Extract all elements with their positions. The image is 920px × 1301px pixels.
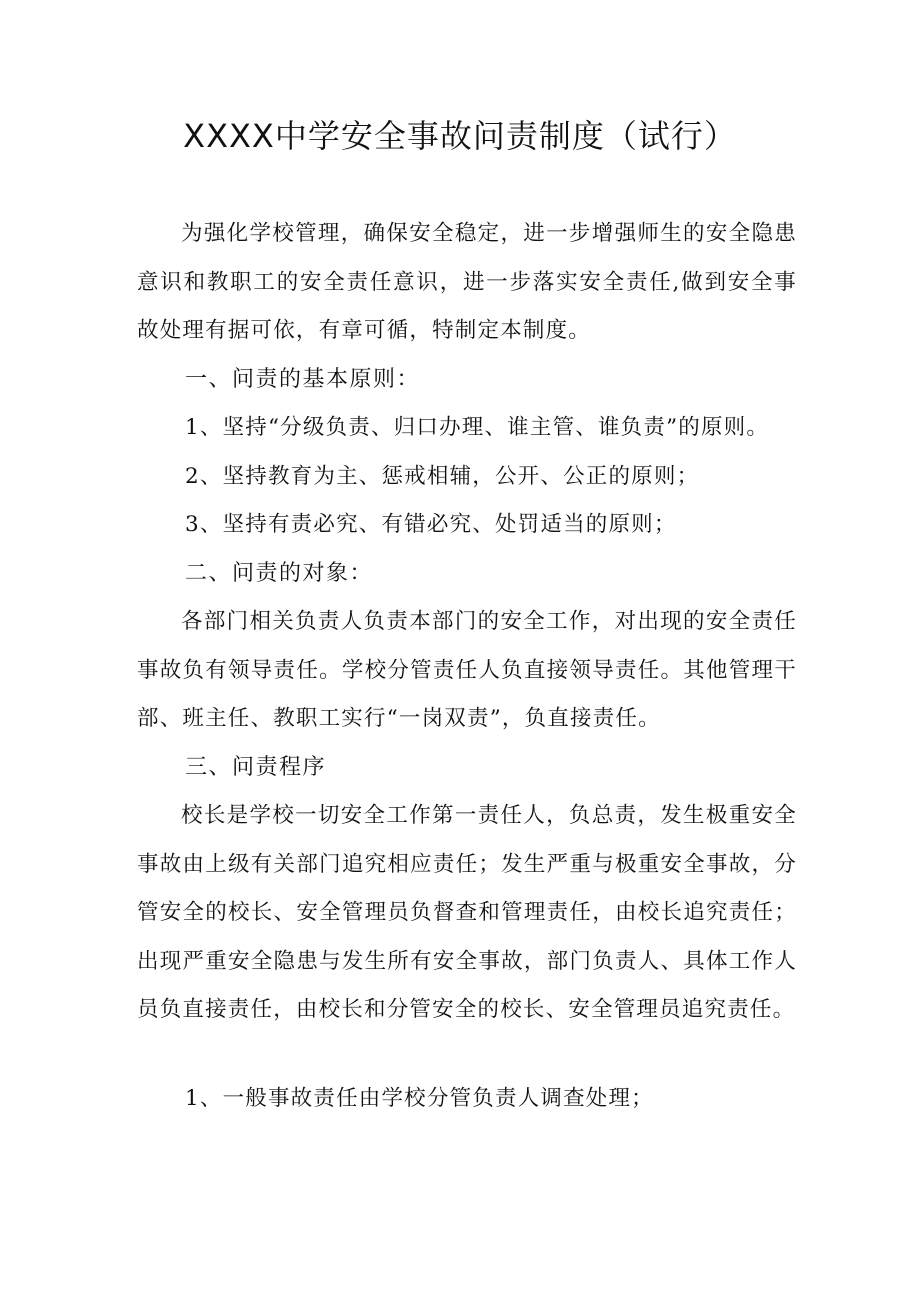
targets-paragraph: 各部门相关负责人负责本部门的安全工作，对出现的安全责任事故负有领导责任。学校分管责任人负直接领导责任。其他管理干部、班主任、教职工实行“一岗双责”，负直接责任。 (137, 609, 797, 731)
paragraph-gap (137, 1035, 797, 1075)
principle-item: 1、坚持“分级负责、归口办理、谁主管、谁负责”的原则。 (185, 415, 770, 440)
intro-paragraph: 为强化学校管理，确保安全稳定，进一步增强师生的安全隐患意识和教职工的安全责任意识，进一步落实安全责任,做到安全事故处理有据可依，有章可循，特制定本制度。 (137, 221, 797, 343)
document-body (137, 210, 797, 1123)
procedure-paragraph: 校长是学校一切安全工作第一责任人，负总责，发生极重安全事故由上级有关部门追究相应责任；发生严重与极重安全事故，分管安全的校长、安全管理员负督查和管理责任，由校长追究责任；出现严重安全隐患与发生所有安全事故，部门负责人、具体工作人员负直接责任，由校长和分管安全的校长、安全管理员追究责任。 (137, 803, 797, 1022)
document-title: XXXX中学安全事故问责制度（试行） (183, 117, 737, 155)
principle-item: 2、坚持教育为主、惩戒相辅，公开、公正的原则； (185, 463, 700, 489)
section-heading-procedure: 三、问责程序 (185, 754, 327, 780)
section-heading-principles: 一、问责的基本原则： (185, 366, 421, 392)
section-heading-targets: 二、问责的对象： (185, 560, 374, 586)
principle-item: 3、坚持有责必究、有错必究、处罚适当的原则； (185, 512, 677, 537)
procedure-item: 1、一般事故责任由学校分管负责人调查处理； (185, 1085, 654, 1111)
